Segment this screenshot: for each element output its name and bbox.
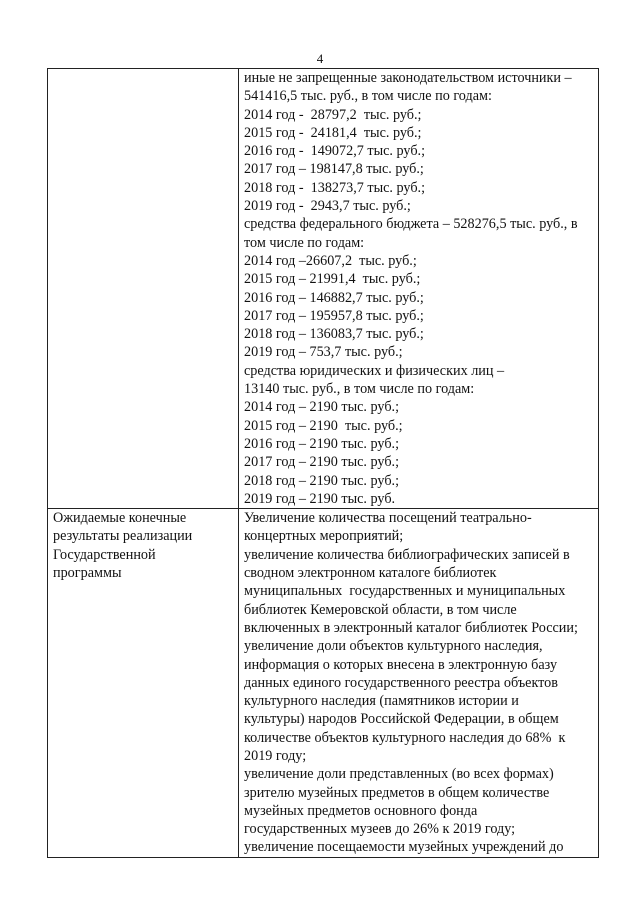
expected-results-row [48,509,599,858]
funding-sources-cell [239,69,599,509]
expected-results-label-cell [48,509,239,858]
results-line: увеличение доли представленных (во всех формах) [244,766,554,783]
results-line: культуры) народов Российской Федерации, в общем [244,711,559,728]
results-line: увеличение количества библиографических записей в [244,546,570,563]
funding-line: 2018 год – 2190 тыс. руб.; [244,472,400,489]
funding-line: 2014 год – 2190 тыс. руб.; [244,399,400,416]
funding-line: 2016 год – 146882,7 тыс. руб.; [244,289,424,306]
results-line: библиотек Кемеровской области, в том числе [244,601,517,618]
funding-line: средства юридических и физических лиц – [244,362,505,379]
results-label-line: Ожидаемые конечные [53,510,187,527]
results-line: государственных музеев до 26% к 2019 году; [244,821,516,838]
funding-line: 2017 год – 2190 тыс. руб.; [244,454,400,471]
funding-sources-row [48,69,599,509]
results-line: муниципальных государственных и муниципальных [244,583,566,600]
funding-line: 541416,5 тыс. руб., в том числе по годам: [244,88,492,105]
results-label-line: результаты реализации [53,528,193,545]
funding-line: 2019 год - 2943,7 тыс. руб.; [244,198,411,215]
results-label-line: программы [53,565,122,582]
funding-label-cell [48,69,239,509]
results-line: данных единого государственного реестра объектов [244,674,558,691]
results-line: количестве объектов культурного наследия до 68% к [244,729,566,746]
funding-line: 2017 год – 198147,8 тыс. руб.; [244,161,424,178]
results-line: информация о которых внесена в электронную базу [244,656,558,673]
funding-line: том числе по годам: [244,234,365,251]
funding-line: средства федерального бюджета – 528276,5 тыс. руб., в [244,216,578,233]
results-line: 2019 году; [244,747,307,764]
results-line: музейных предметов основного фонда [244,802,478,819]
funding-line: 2018 год - 138273,7 тыс. руб.; [244,179,426,196]
funding-line: 2018 год – 136083,7 тыс. руб.; [244,326,424,343]
funding-line: 2019 год – 753,7 тыс. руб.; [244,344,403,361]
funding-line: 2014 год - 28797,2 тыс. руб.; [244,106,422,123]
funding-line: 2019 год – 2190 тыс. руб. [244,490,396,507]
funding-line: 2015 год – 21991,4 тыс. руб.; [244,271,421,288]
results-line: зрителю музейных предметов в общем количестве [244,784,550,801]
funding-line: 2015 год - 24181,4 тыс. руб.; [244,124,422,141]
results-line: Увеличение количества посещений театрально- [244,510,532,527]
results-line: концертных мероприятий; [244,528,404,545]
funding-line: 2014 год –26607,2 тыс. руб.; [244,252,417,269]
program-passport-table [47,68,599,858]
results-line: увеличение доли объектов культурного наследия, [244,638,543,655]
funding-line: иные не запрещенные законодательством источники – [244,70,572,86]
funding-line: 2017 год – 195957,8 тыс. руб.; [244,307,424,324]
funding-line: 2016 год – 2190 тыс. руб.; [244,435,400,452]
results-label-line: Государственной [53,546,156,563]
results-line: включенных в электронный каталог библиотек России; [244,619,578,636]
funding-line: 2015 год – 2190 тыс. руб.; [244,417,403,434]
results-line: увеличение посещаемости музейных учреждений до [244,839,564,856]
funding-line: 13140 тыс. руб., в том числе по годам: [244,381,475,398]
page-number: 4 [316,51,324,66]
results-line: сводном электронном каталоге библиотек [244,565,497,582]
expected-results-cell [239,509,599,858]
results-line: культурного наследия (памятников истории и [244,693,519,710]
funding-line: 2016 год - 149072,7 тыс. руб.; [244,143,426,160]
